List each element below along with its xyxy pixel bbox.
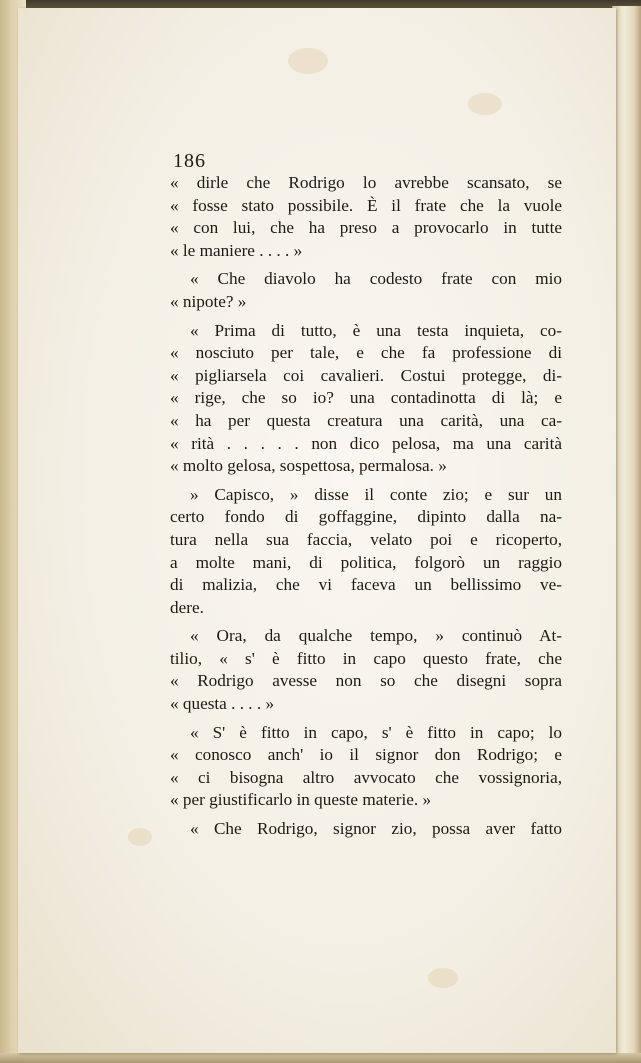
paper-stain bbox=[128, 828, 152, 846]
text-line: « nosciuto per tale, e che fa professione di bbox=[170, 343, 562, 363]
book-bottom-edge bbox=[0, 1053, 641, 1063]
text-line: di malizia, che vi faceva un bellissimo ve- bbox=[170, 575, 562, 595]
text-line: « con lui, che ha preso a provocarlo in tutte bbox=[170, 218, 562, 238]
text-line: « molto gelosa, sospettosa, permalosa. » bbox=[170, 456, 447, 476]
text-line: « Che Rodrigo, signor zio, possa aver fatto bbox=[190, 819, 562, 839]
text-line: dere. bbox=[170, 597, 204, 617]
text-line: tura nella sua faccia, velato poi e ricoperto, bbox=[170, 529, 562, 549]
page-text bbox=[170, 172, 562, 841]
page-number: 186 bbox=[173, 150, 206, 172]
text-line: « ci bisogna altro avvocato che vossignoria, bbox=[170, 767, 562, 787]
text-line: « pigliarsela coi cavalieri. Costui protegge, di- bbox=[170, 365, 562, 385]
text-line: « rige, che so io? una contadinotta di là; e bbox=[170, 388, 562, 408]
text-line: a molte mani, di politica, folgorò un raggio bbox=[170, 552, 562, 572]
text-line: « le maniere . . . . » bbox=[170, 240, 303, 260]
text-line: « S' è fitto in capo, s' è fitto in capo; lo bbox=[190, 722, 562, 742]
text-line: « Ora, da qualche tempo, » continuò At- bbox=[190, 626, 562, 646]
text-line: « Che diavolo ha codesto frate con mio bbox=[190, 269, 562, 289]
page-stack-edge bbox=[612, 6, 641, 1063]
paper-stain bbox=[428, 968, 458, 988]
text-line: « conosco anch' io il signor don Rodrigo; e bbox=[170, 745, 562, 765]
text-line: » Capisco, » disse il conte zio; e sur un bbox=[190, 484, 562, 504]
paper-stain bbox=[468, 93, 502, 115]
text-line: « dirle che Rodrigo lo avrebbe scansato, se bbox=[170, 173, 562, 192]
text-line: « fosse stato possibile. È il frate che la vuole bbox=[170, 195, 562, 215]
text-line: « questa . . . . » bbox=[170, 694, 275, 714]
text-line: tilio, « s' è fitto in capo questo frate, che bbox=[170, 648, 562, 668]
text-line: « rità . . . . . non dico pelosa, ma una carità bbox=[170, 433, 562, 453]
text-line: « nipote? » bbox=[170, 291, 247, 311]
text-line: « Prima di tutto, è una testa inquieta, co- bbox=[190, 320, 562, 340]
text-line: certo fondo di goffaggine, dipinto dalla na- bbox=[170, 507, 562, 527]
text-line: « per giustificarlo in queste materie. » bbox=[170, 790, 432, 810]
text-line: « Rodrigo avesse non so che disegni sopra bbox=[170, 671, 562, 691]
paper-stain bbox=[288, 48, 328, 74]
text-line: « ha per questa creatura una carità, una ca- bbox=[170, 410, 562, 430]
